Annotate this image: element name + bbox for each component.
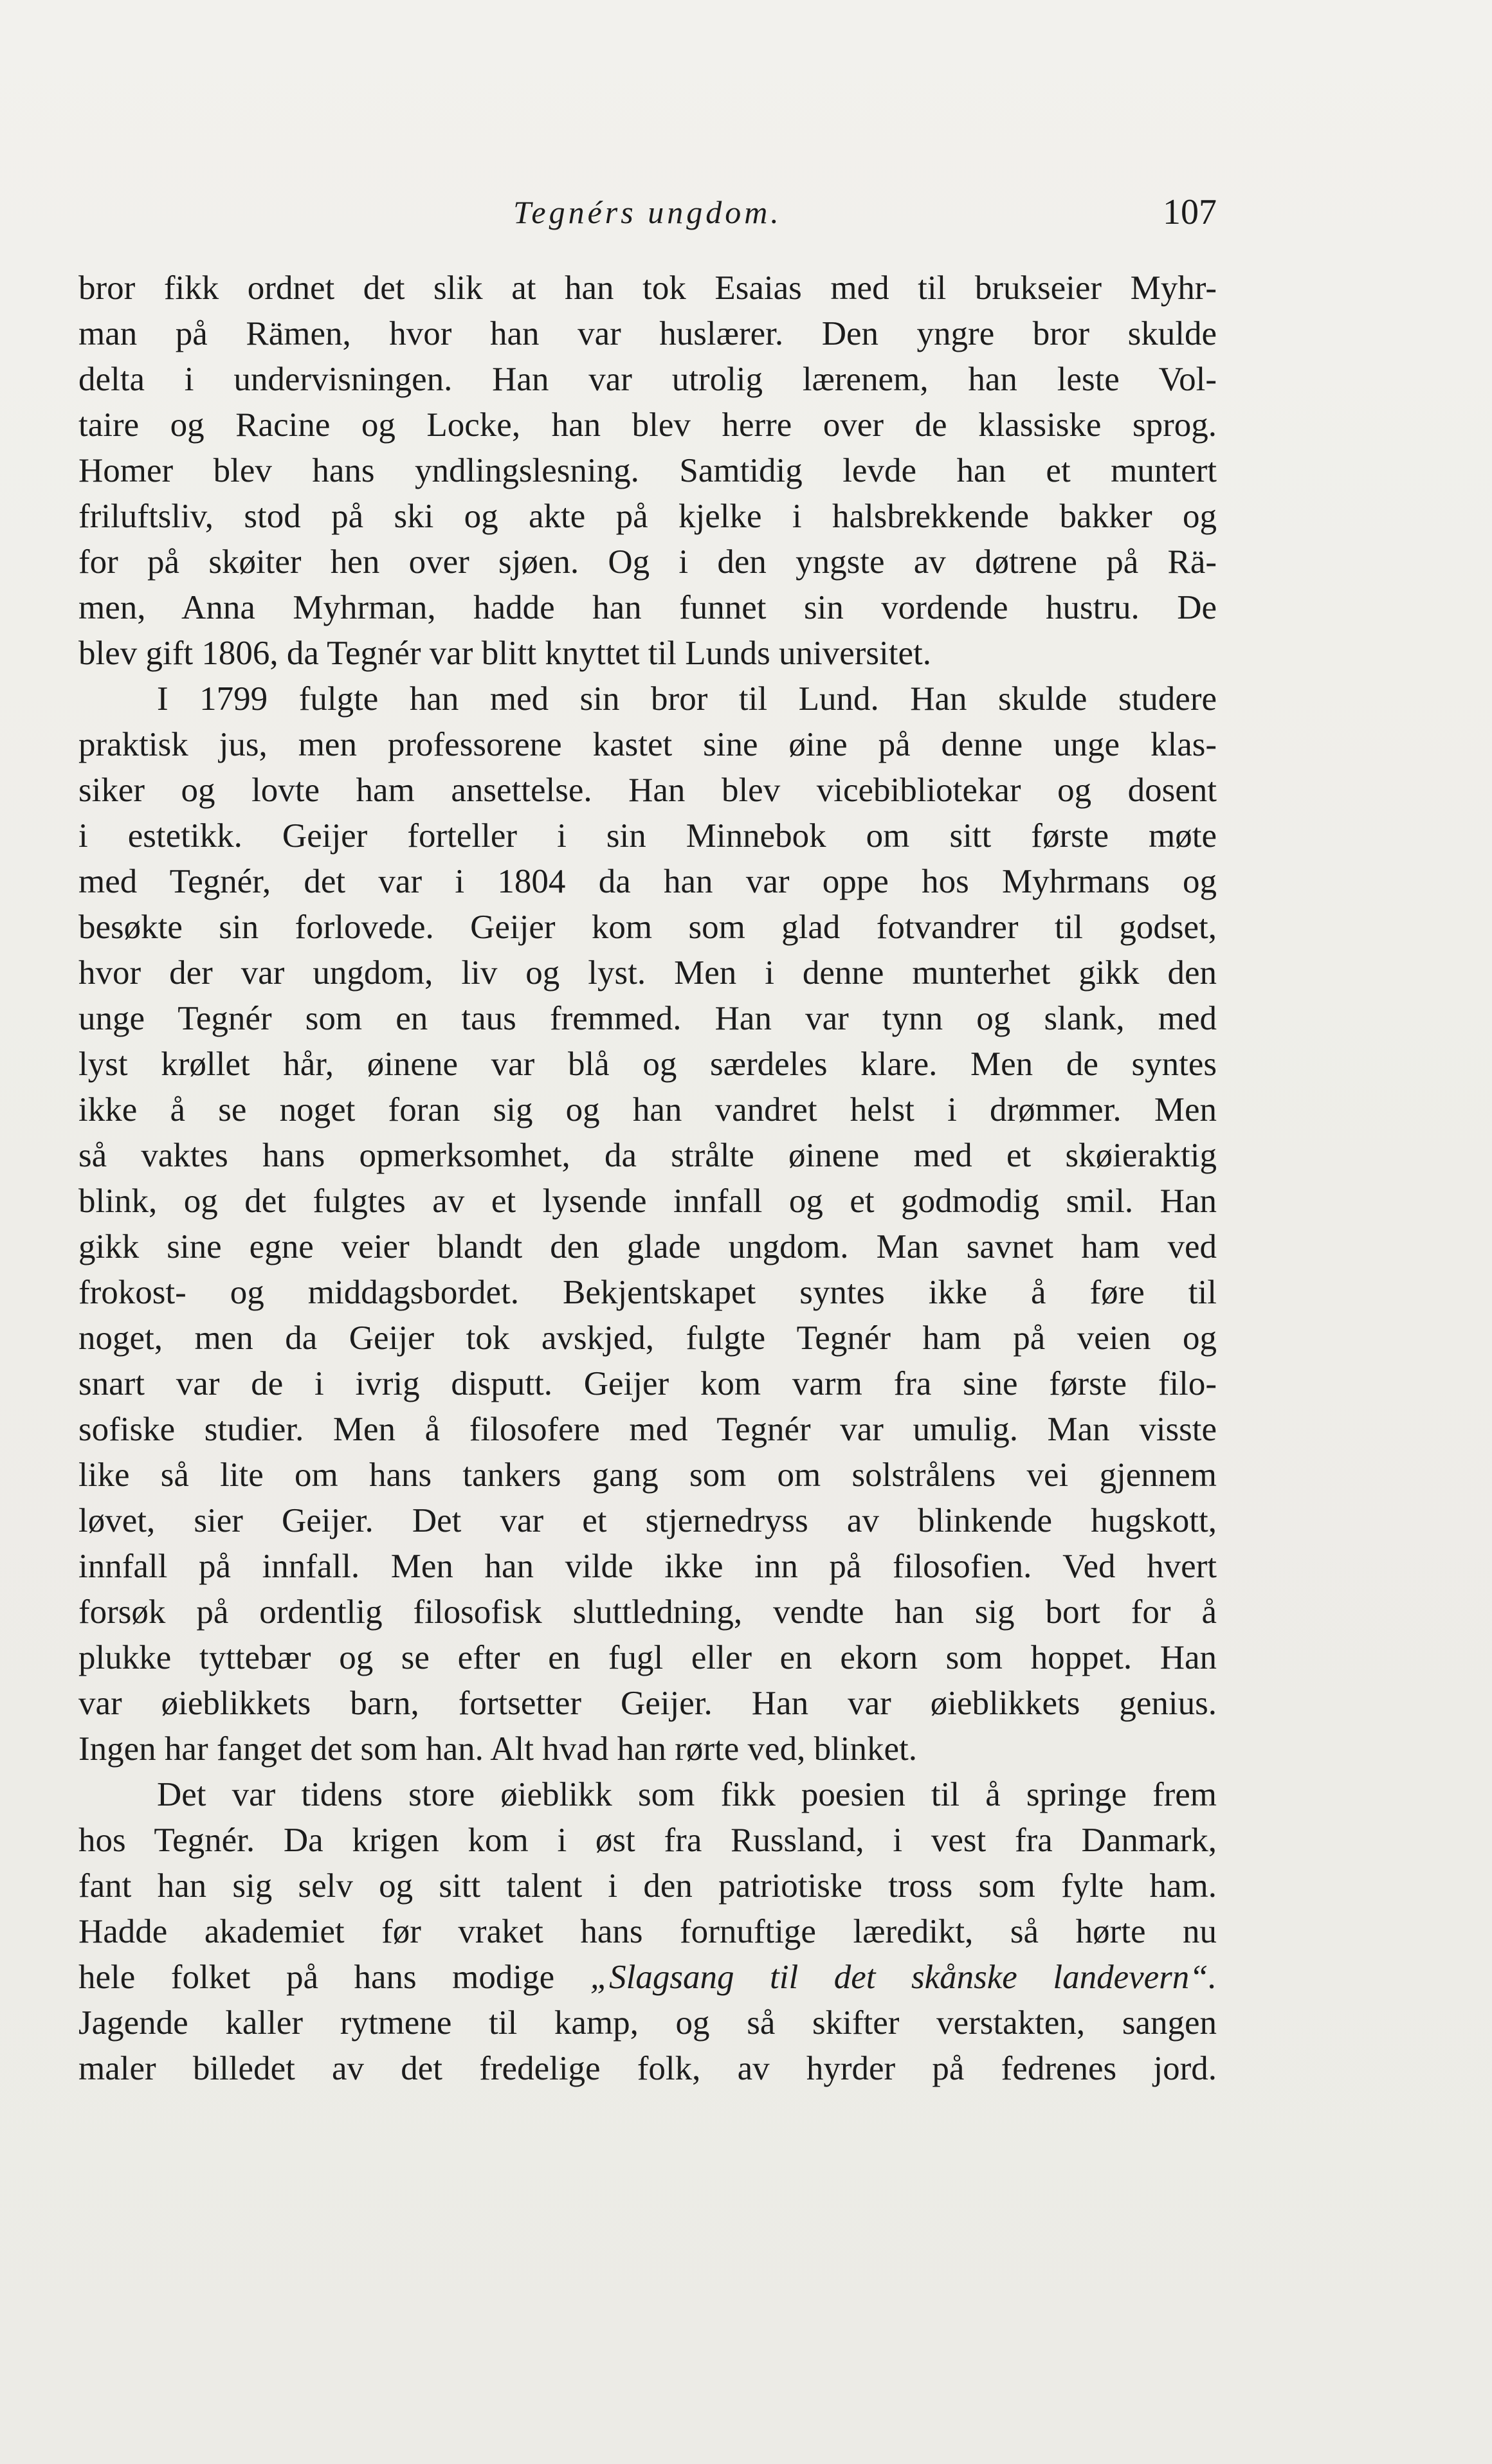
text-line: fant han sig selv og sitt talent i den patriotiske tross som fylte ham. — [78, 1867, 1217, 1905]
body-text — [78, 266, 1217, 2092]
running-title: Tegnérs ungdom. — [513, 194, 782, 230]
text-line: for på skøiter hen over sjøen. Og i den yngste av døtrene på Rä- — [78, 543, 1217, 581]
text-line-with-title — [78, 1955, 1217, 2000]
text-line: like så lite om hans tankers gang som om solstrålens vei gjennem — [78, 1456, 1217, 1494]
text-line: i estetikk. Geijer forteller i sin Minnebok om sitt første møte — [78, 817, 1217, 855]
text-line: siker og lovte ham ansettelse. Han blev vicebibliotekar og dosent — [78, 772, 1217, 809]
text-line: man på Rämen, hvor han var huslærer. Den yngre bror skulde — [78, 315, 1217, 352]
text-line: ikke å se noget foran sig og han vandret helst i drømmer. Men — [78, 1091, 1217, 1128]
text-line: var øieblikkets barn, fortsetter Geijer. Han var øieblikkets genius. — [78, 1685, 1217, 1722]
text-line: taire og Racine og Locke, han blev herre over de klassiske sprog. — [78, 406, 1217, 444]
song-title: „Slagsang til det skånske landevern“. — [590, 1959, 1217, 1996]
text-line: forsøk på ordentlig filosofisk sluttledning, vendte han sig bort for å — [78, 1593, 1217, 1631]
text-line: hos Tegnér. Da krigen kom i øst fra Russland, i vest fra Danmark, — [78, 1822, 1217, 1859]
text-line: med Tegnér, det var i 1804 da han var oppe hos Myhrmans og — [78, 863, 1217, 900]
text-line: frokost- og middagsbordet. Bekjentskapet syntes ikke å føre til — [78, 1274, 1217, 1311]
text-line: Hadde akademiet før vraket hans fornuftige læredikt, så hørte nu — [78, 1913, 1217, 1950]
text-line: plukke tyttebær og se efter en fugl eller en ekorn som hoppet. Han — [78, 1639, 1217, 1676]
text-line: snart var de i ivrig disputt. Geijer kom varm fra sine første filo- — [78, 1365, 1217, 1402]
running-head — [78, 186, 1217, 238]
text-line: men, Anna Myhrman, hadde han funnet sin vordende hustru. De — [78, 589, 1217, 626]
text-line: lyst krøllet hår, øinene var blå og særdeles klare. Men de syntes — [78, 1046, 1217, 1083]
text-line: unge Tegnér som en taus fremmed. Han var tynn og slank, med — [78, 1000, 1217, 1037]
text-line: Jagende kaller rytmene til kamp, og så skifter verstakten, sangen — [78, 2004, 1217, 2042]
text-line: hvor der var ungdom, liv og lyst. Men i denne munterhet gikk den — [78, 954, 1217, 992]
text-line: maler billedet av det fredelige folk, av hyrder på fedrenes jord. — [78, 2050, 1217, 2087]
text-line: innfall på innfall. Men han vilde ikke inn på filosofien. Ved hvert — [78, 1548, 1217, 1585]
paragraph-start-line: Det var tidens store øieblikk som fikk poesien til å springe frem — [157, 1776, 1217, 1813]
paragraph-start-line: I 1799 fulgte han med sin bror til Lund. Han skulde studere — [157, 680, 1217, 718]
text-line: noget, men da Geijer tok avskjed, fulgte Tegnér ham på veien og — [78, 1319, 1217, 1357]
paragraph-end-line: Ingen har fanget det som han. Alt hvad han rørte ved, blinket. — [78, 1730, 918, 1768]
text-line: friluftsliv, stod på ski og akte på kjelke i halsbrekkende bakker og — [78, 498, 1217, 535]
text-line: praktisk jus, men professorene kastet sine øine på denne unge klas- — [78, 726, 1217, 763]
text-line: sofiske studier. Men å filosofere med Tegnér var umulig. Man visste — [78, 1411, 1217, 1448]
text-line: løvet, sier Geijer. Det var et stjernedryss av blinkende hugskott, — [78, 1502, 1217, 1539]
text-line: gikk sine egne veier blandt den glade ungdom. Man savnet ham ved — [78, 1228, 1217, 1265]
text-line: Homer blev hans yndlingslesning. Samtidig levde han et muntert — [78, 452, 1217, 489]
page-number: 107 — [1163, 192, 1217, 232]
text-line: besøkte sin forlovede. Geijer kom som glad fotvandrer til godset, — [78, 909, 1217, 946]
line-text: hele folket på hans modige — [78, 1959, 555, 1996]
text-line: så vaktes hans opmerksomhet, da strålte øinene med et skøieraktig — [78, 1137, 1217, 1174]
text-line: bror fikk ordnet det slik at han tok Esaias med til brukseier Myhr- — [78, 269, 1217, 307]
text-line: blink, og det fulgtes av et lysende innfall og et godmodig smil. Han — [78, 1182, 1217, 1220]
paragraph-end-line: blev gift 1806, da Tegnér var blitt knyttet til Lunds universitet. — [78, 635, 931, 672]
text-line: delta i undervisningen. Han var utrolig lærenem, han leste Vol- — [78, 361, 1217, 398]
